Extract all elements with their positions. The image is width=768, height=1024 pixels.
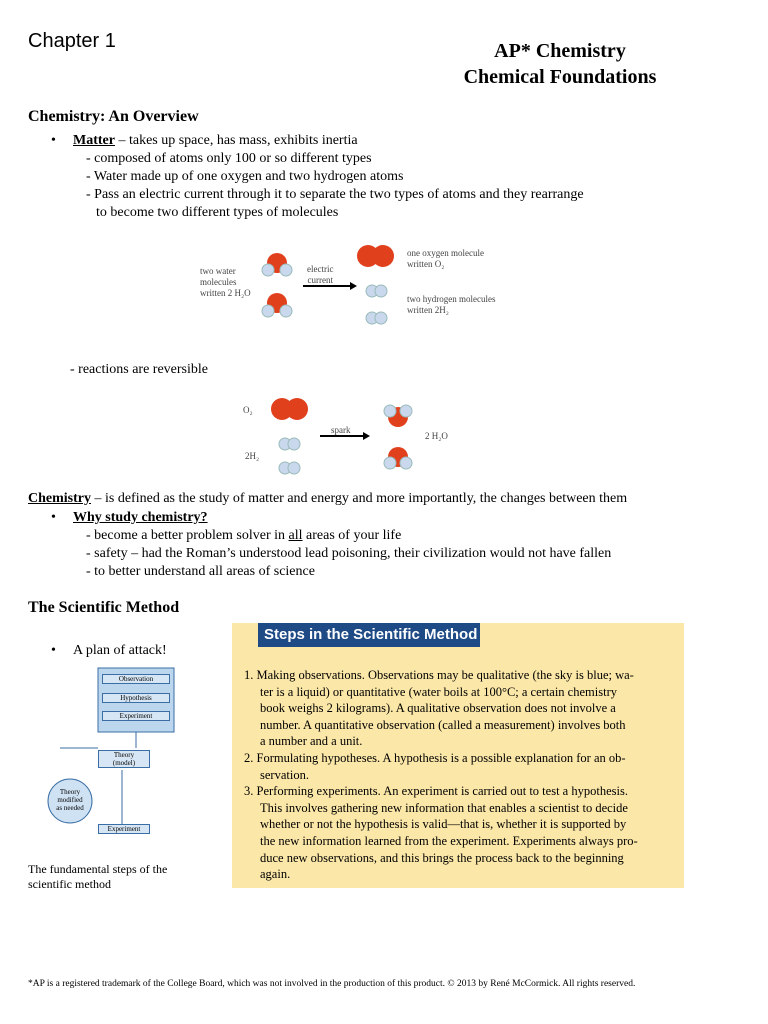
scientific-method-flowchart [40,666,190,846]
steps-box [232,623,684,888]
hydrogen-label [407,294,495,316]
step-line: 2. Formulating hypotheses. A hypothesis is a possible explanation for an ob- [244,750,626,765]
why-bullet [73,509,208,527]
caption-line: The fundamental steps of the [28,862,168,876]
arrow-label-line: electric [307,264,334,274]
title-line-1: AP* Chemistry [494,40,626,62]
matter-definition: – takes up space, has mass, exhibits inertia [114,133,358,148]
theory-modified-circle [52,788,88,812]
hydrogen-molecule-icon [279,438,300,450]
theory-line: Theory [113,751,135,759]
chemistry-definition [28,490,627,508]
step-line: number. A quantitative observation (called a measurement) involves both [260,717,626,732]
step-line: duce new observations, and this brings the process back to the beginning [260,850,624,865]
theory-line: (model) [112,759,136,767]
product-label: 2 H₂O [425,431,448,441]
chapter-label: Chapter 1 [28,30,116,52]
matter-bullet [73,132,358,150]
matter-line-2: - Water made up of one oxygen and two hydrogen atoms [86,169,404,184]
water-label-line: molecules [200,277,237,287]
plan-bullet [73,642,167,660]
water-molecule-icon [384,447,412,469]
hypothesis-box: Hypothesis [102,693,170,703]
matter-line-3: - Pass an electric current through it to separate the two types of atoms and they rearrange [86,187,584,202]
step-line: 3. Performing experiments. An experiment is carried out to test a hypothesis. [244,784,628,799]
spark-label: spark [331,425,351,435]
step-line: 1. Making observations. Observations may be qualitative (the sky is blue; wa- [244,668,634,682]
oxygen-label [407,248,484,270]
water-label-line: written 2 H₂O [200,288,251,298]
reason-1-all: all [288,528,303,543]
steps-list [244,667,674,883]
arrow-label [307,264,333,286]
o2-label: O₂ [243,405,253,415]
chemistry-term: Chemistry [28,491,91,506]
step-line: the new information learned from the experiment. Experiments always pro- [260,833,638,848]
step-line: a number and a unit. [260,734,363,749]
oxygen-label-line: written O₂ [407,259,445,269]
method-heading: The Scientific Method [28,599,180,616]
oxygen-molecule-icon [357,245,394,267]
reason-1 [86,527,401,545]
footer-note: *AP is a registered trademark of the College Board, which was not involved in the production of this product. © 2013 by René McCormick. All rights reserved. [28,979,636,989]
water-molecule-icon [262,253,292,276]
modified-line: Theory [59,788,81,796]
title-line-2: Chemical Foundations [463,66,657,88]
reason-1-post: areas of your life [302,528,402,543]
step-line: book weighs 2 kilograms). A qualitative observation does not involve a [260,701,616,716]
matter-line-4: to become two different types of molecules [96,205,339,220]
experiment-box-2: Experiment [98,824,150,834]
reason-1-pre: - become a better problem solver in [86,528,289,543]
water-molecule-icon [384,405,412,427]
hydrogen-molecule-icon [279,462,300,474]
theory-box [98,750,150,768]
modified-line: modified [57,796,83,804]
matter-term: Matter [73,133,115,148]
chemistry-def-text: – is defined as the study of matter and energy and more importantly, the changes between them [91,491,628,506]
experiment-box: Experiment [102,711,170,721]
oxygen-label-line: one oxygen molecule [407,248,484,258]
plan-text: A plan of attack! [73,643,167,658]
reason-2: - safety – had the Roman’s understood lead poisoning, their civilization would not have fallen [86,546,612,561]
hydrogen-label-line: two hydrogen molecules [407,294,496,304]
step-line: whether or not the hypothesis is valid—that is, whether it is supported by [260,817,627,832]
arrow-label-line: current [307,275,333,285]
oxygen-molecule-icon [271,398,308,420]
water-molecule-icon [262,293,292,317]
reversible-line: - reactions are reversible [70,362,208,377]
step-line: again. [260,867,291,882]
step-line: servation. [260,767,309,782]
caption-line: scientific method [28,877,111,891]
hydrogen-label-line: written 2H₂ [407,305,449,315]
flowchart-caption [28,862,167,892]
page-title [400,38,720,90]
electrolysis-figure [195,238,525,330]
water-label [200,266,251,299]
matter-line-1: - composed of atoms only 100 or so different types [86,151,372,166]
overview-heading: Chemistry: An Overview [28,108,199,125]
hydrogen-molecule-icon [366,285,387,297]
reverse-reaction-figure [235,393,475,475]
observation-box: Observation [102,674,170,684]
hydrogen-molecule-icon [366,312,387,324]
h2-label: 2H₂ [245,451,260,461]
water-label-line: two water [200,266,236,276]
reason-3: - to better understand all areas of science [86,564,315,579]
step-line: This involves gathering new information that enables a scientist to decide [260,800,628,815]
why-study: Why study chemistry? [73,510,208,525]
step-line: ter is a liquid) or quantitative (water boils at 100°C; a certain chemistry [260,684,617,699]
modified-line: as needed [56,804,84,812]
steps-box-title: Steps in the Scientific Method [258,623,480,647]
